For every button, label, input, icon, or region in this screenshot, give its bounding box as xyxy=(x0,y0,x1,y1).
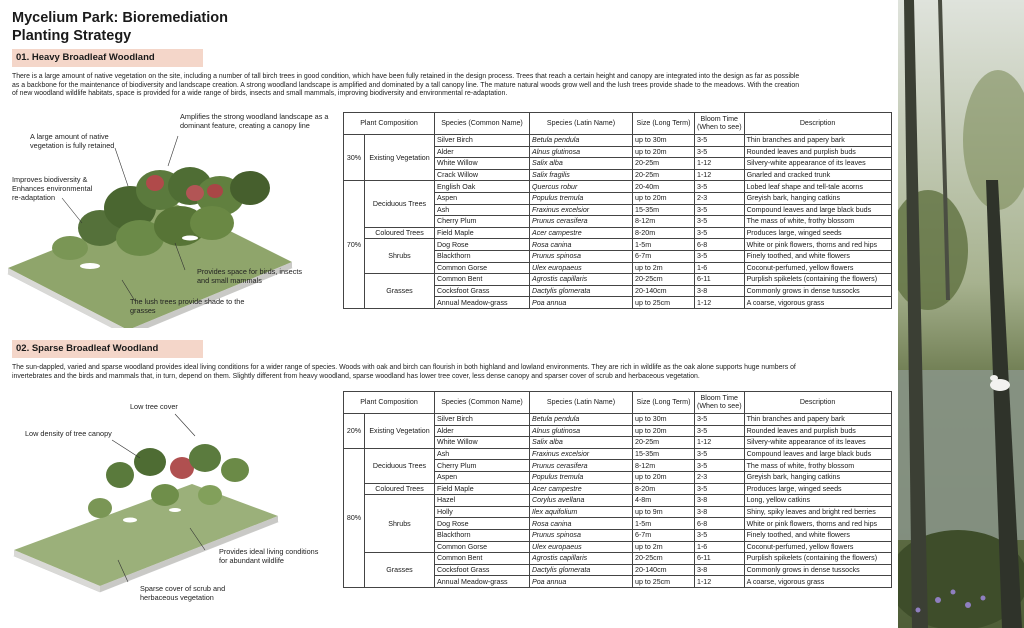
header-composition: Plant Composition xyxy=(344,113,435,135)
bloom-time: 3-5 xyxy=(695,250,745,262)
size: 8-20m xyxy=(633,227,695,239)
common-name: Hazel xyxy=(435,495,530,507)
size: up to 20m xyxy=(633,425,695,437)
latin-name: Betula pendula xyxy=(530,414,633,426)
header-bloom-line-2: (When to see) xyxy=(697,401,742,410)
common-name: White Willow xyxy=(435,158,530,170)
latin-name: Ilex aquifolium xyxy=(530,506,633,518)
callout-amplifies-line-1: Amplifies the strong woodland landscape as a xyxy=(180,112,329,121)
size: 8-12m xyxy=(633,460,695,472)
composition-percentage: 20% xyxy=(344,414,365,449)
size: 8-12m xyxy=(633,216,695,228)
section-description-heavy-woodland: There is a large amount of native vegetation on the site, including a number of tall birch trees in good condition, which have been fully retained in the design process. Trees that reach a certain height and canopy are integrated into the design as far as possible as a backbone for the maintenance of biodiversity and landscape creation. A strong woodland landscape is amplified and dominated by a tall canopy line. The mature natural woods grow well and the lush trees provide shade to the meadows. With the creation of new woodland wildlife habitats, space is provided for a wide range of birds, insects and small mammals, improving biodiversity and environmental re-adaptation. xyxy=(12,73,800,98)
common-name: Ash xyxy=(435,204,530,216)
latin-name: Prunus spinosa xyxy=(530,529,633,541)
description: Produces large, winged seeds xyxy=(744,227,891,239)
group-label: Coloured Trees xyxy=(365,483,435,495)
common-name: Dog Rose xyxy=(435,518,530,530)
callout-shade-line-1: The lush trees provide shade to the xyxy=(130,297,245,306)
bloom-time: 3-5 xyxy=(695,529,745,541)
callout-low-canopy-density: Low density of tree canopy xyxy=(25,429,112,438)
common-name: Field Maple xyxy=(435,227,530,239)
bloom-time: 6-8 xyxy=(695,518,745,530)
latin-name: Prunus spinosa xyxy=(530,250,633,262)
description: The mass of white, frothy blossom xyxy=(744,216,891,228)
bloom-time: 3-8 xyxy=(695,564,745,576)
bloom-time: 6-11 xyxy=(695,274,745,286)
header-bloom-line-1: Bloom Time xyxy=(700,394,738,402)
description: Purplish spikelets (containing the flowers) xyxy=(744,274,891,286)
header-common-name: Species (Common Name) xyxy=(435,392,530,414)
size: 20-25m xyxy=(633,437,695,449)
latin-name: Salix fragilis xyxy=(530,169,633,181)
composition-percentage: 30% xyxy=(344,135,365,181)
group-label: Deciduous Trees xyxy=(365,448,435,483)
description: A coarse, vigorous grass xyxy=(744,297,891,309)
common-name: Crack Willow xyxy=(435,169,530,181)
group-label: Coloured Trees xyxy=(365,227,435,239)
latin-name: Rosa canina xyxy=(530,239,633,251)
callout-shade-line-2: grasses xyxy=(130,305,156,315)
latin-name: Acer campestre xyxy=(530,227,633,239)
size: up to 9m xyxy=(633,506,695,518)
callout-biodiv-line-1: Improves biodiversity & xyxy=(12,175,88,184)
header-description: Description xyxy=(744,113,891,135)
description: Compound leaves and large black buds xyxy=(744,448,891,460)
latin-name: Populus tremula xyxy=(530,471,633,483)
description: Thin branches and papery bark xyxy=(744,135,891,147)
header-bloom xyxy=(695,113,745,135)
callout-sparse-scrub xyxy=(140,585,225,603)
latin-name: Poa annua xyxy=(530,297,633,309)
bloom-time: 3-8 xyxy=(695,285,745,297)
table-row xyxy=(344,135,892,147)
bloom-time: 3-5 xyxy=(695,414,745,426)
header-latin-name: Species (Latin Name) xyxy=(530,113,633,135)
callout-low-tree-cover: Low tree cover xyxy=(130,402,178,411)
latin-name: Fraxinus excelsior xyxy=(530,204,633,216)
size: 20-25m xyxy=(633,158,695,170)
section-heading-sparse-woodland: 02. Sparse Broadleaf Woodland xyxy=(12,340,203,358)
size: 20-140cm xyxy=(633,285,695,297)
description: Thin branches and papery bark xyxy=(744,414,891,426)
description: Long, yellow catkins xyxy=(744,495,891,507)
latin-name: Salix alba xyxy=(530,158,633,170)
size: 20-25m xyxy=(633,169,695,181)
description: Silvery-white appearance of its leaves xyxy=(744,158,891,170)
description: Silvery-white appearance of its leaves xyxy=(744,437,891,449)
bloom-time: 1-6 xyxy=(695,262,745,274)
common-name: Annual Meadow-grass xyxy=(435,576,530,588)
header-bloom xyxy=(695,392,745,414)
callout-amplifies-line-2: dominant feature, creating a canopy line xyxy=(180,120,310,130)
header-bloom-line-1: Bloom Time xyxy=(700,115,738,123)
description: Commonly grows in dense tussocks xyxy=(744,564,891,576)
table-header-row xyxy=(344,113,892,135)
header-composition: Plant Composition xyxy=(344,392,435,414)
size: 8-20m xyxy=(633,483,695,495)
description: Greyish bark, hanging catkins xyxy=(744,192,891,204)
common-name: Cocksfoot Grass xyxy=(435,285,530,297)
common-name: Cherry Plum xyxy=(435,216,530,228)
description: Rounded leaves and purplish buds xyxy=(744,425,891,437)
latin-name: Rosa canina xyxy=(530,518,633,530)
bloom-time: 6-11 xyxy=(695,553,745,565)
group-label: Grasses xyxy=(365,553,435,588)
section-heading-heavy-woodland: 01. Heavy Broadleaf Woodland xyxy=(12,49,203,67)
common-name: Cocksfoot Grass xyxy=(435,564,530,576)
bloom-time: 1-6 xyxy=(695,541,745,553)
table-row xyxy=(344,274,892,286)
latin-name: Prunus cerasifera xyxy=(530,460,633,472)
bloom-time: 3-5 xyxy=(695,227,745,239)
latin-name: Salix alba xyxy=(530,437,633,449)
group-label: Shrubs xyxy=(365,495,435,553)
size: 20-140cm xyxy=(633,564,695,576)
callout-ideal-line-1: Provides ideal living conditions xyxy=(219,547,319,556)
table-row xyxy=(344,181,892,193)
bloom-time: 1-12 xyxy=(695,437,745,449)
latin-name: Alnus glutinosa xyxy=(530,146,633,158)
size: up to 30m xyxy=(633,414,695,426)
common-name: Common Gorse xyxy=(435,262,530,274)
table-row xyxy=(344,553,892,565)
description: Coconut-perfumed, yellow flowers xyxy=(744,262,891,274)
description: The mass of white, frothy blossom xyxy=(744,460,891,472)
header-latin-name: Species (Latin Name) xyxy=(530,392,633,414)
callout-biodiv-line-3: re-adaptation xyxy=(12,192,56,202)
bloom-time: 3-5 xyxy=(695,146,745,158)
bloom-time: 3-5 xyxy=(695,204,745,216)
size: 20-40m xyxy=(633,181,695,193)
common-name: Holly xyxy=(435,506,530,518)
description: Finely toothed, and white flowers xyxy=(744,529,891,541)
latin-name: Dactylis glomerata xyxy=(530,564,633,576)
latin-name: Agrostis capillaris xyxy=(530,274,633,286)
callout-space-line-1: Provides space for birds, insects xyxy=(197,267,303,276)
common-name: Alder xyxy=(435,425,530,437)
size: 15-35m xyxy=(633,204,695,216)
bloom-time: 3-5 xyxy=(695,483,745,495)
common-name: Common Bent xyxy=(435,274,530,286)
latin-name: Corylus avellana xyxy=(530,495,633,507)
composition-percentage: 80% xyxy=(344,448,365,587)
description: Shiny, spiky leaves and bright red berries xyxy=(744,506,891,518)
bloom-time: 2-3 xyxy=(695,192,745,204)
callout-biodiv-line-2: Enhances environmental xyxy=(12,183,93,193)
header-bloom-line-2: (When to see) xyxy=(697,122,742,131)
latin-name: Acer campestre xyxy=(530,483,633,495)
description: Purplish spikelets (containing the flowers) xyxy=(744,553,891,565)
table-row xyxy=(344,227,892,239)
common-name: Silver Birch xyxy=(435,414,530,426)
common-name: Field Maple xyxy=(435,483,530,495)
bloom-time: 1-12 xyxy=(695,169,745,181)
size: 20-25cm xyxy=(633,274,695,286)
callout-native-vegetation xyxy=(30,133,114,151)
header-size: Size (Long Term) xyxy=(633,392,695,414)
size: up to 25cm xyxy=(633,576,695,588)
size: 15-35m xyxy=(633,448,695,460)
size: 1-5m xyxy=(633,239,695,251)
latin-name: Ulex europaeus xyxy=(530,262,633,274)
section-description-sparse-woodland: The sun-dappled, varied and sparse woodland provides ideal living conditions for a wider range of species. Woods with oak and birch can flourish in both highland and lowland environments. They are rich in wildlife as the oak alone supports huge numbers of invertebrates and the birds and mammals that, in turn, depend on them. Slightly different from heavy woodland, sparse woodland has lower tree cover, less dense canopy and sparser cover of scrub and herbaceous vegetation. xyxy=(12,364,796,380)
size: 20-25cm xyxy=(633,553,695,565)
composition-percentage: 70% xyxy=(344,181,365,309)
woodland-pond-photo xyxy=(898,0,1024,628)
size: 1-5m xyxy=(633,518,695,530)
latin-name: Fraxinus excelsior xyxy=(530,448,633,460)
group-label: Shrubs xyxy=(365,239,435,274)
planting-table-heavy-woodland xyxy=(343,112,892,309)
common-name: Annual Meadow-grass xyxy=(435,297,530,309)
common-name: Cherry Plum xyxy=(435,460,530,472)
callout-scrub-line-2: herbaceous vegetation xyxy=(140,592,214,602)
title-line-2: Planting Strategy xyxy=(12,28,132,44)
common-name: Aspen xyxy=(435,192,530,204)
common-name: Common Bent xyxy=(435,553,530,565)
header-size: Size (Long Term) xyxy=(633,113,695,135)
table-row xyxy=(344,414,892,426)
group-label: Grasses xyxy=(365,274,435,309)
common-name: Aspen xyxy=(435,471,530,483)
callout-native-line-2: vegetation is fully retained xyxy=(30,140,115,150)
common-name: Blackthorn xyxy=(435,529,530,541)
bloom-time: 3-8 xyxy=(695,495,745,507)
latin-name: Betula pendula xyxy=(530,135,633,147)
table-row xyxy=(344,239,892,251)
latin-name: Agrostis capillaris xyxy=(530,553,633,565)
bloom-time: 3-8 xyxy=(695,506,745,518)
latin-name: Populus tremula xyxy=(530,192,633,204)
callout-biodiversity xyxy=(12,176,92,202)
common-name: Silver Birch xyxy=(435,135,530,147)
description: Commonly grows in dense tussocks xyxy=(744,285,891,297)
group-label: Existing Vegetation xyxy=(365,135,435,181)
common-name: Blackthorn xyxy=(435,250,530,262)
size: up to 20m xyxy=(633,146,695,158)
table-header-row xyxy=(344,392,892,414)
bloom-time: 1-12 xyxy=(695,576,745,588)
header-description: Description xyxy=(744,392,891,414)
bloom-time: 1-12 xyxy=(695,297,745,309)
description: A coarse, vigorous grass xyxy=(744,576,891,588)
size: up to 20m xyxy=(633,192,695,204)
description: White or pink flowers, thorns and red hips xyxy=(744,239,891,251)
table-row xyxy=(344,495,892,507)
description: Rounded leaves and purplish buds xyxy=(744,146,891,158)
callout-ideal-conditions xyxy=(219,548,318,566)
callout-shade xyxy=(130,298,244,316)
bloom-time: 6-8 xyxy=(695,239,745,251)
callout-ideal-line-2: for abundant wildlife xyxy=(219,555,284,565)
bloom-time: 3-5 xyxy=(695,181,745,193)
latin-name: Poa annua xyxy=(530,576,633,588)
common-name: White Willow xyxy=(435,437,530,449)
description: Coconut-perfumed, yellow flowers xyxy=(744,541,891,553)
description: Produces large, winged seeds xyxy=(744,483,891,495)
group-label: Deciduous Trees xyxy=(365,181,435,227)
description: Lobed leaf shape and tell-tale acorns xyxy=(744,181,891,193)
table-row xyxy=(344,448,892,460)
common-name: English Oak xyxy=(435,181,530,193)
description: Gnarled and cracked trunk xyxy=(744,169,891,181)
callout-space-for-wildlife xyxy=(197,268,302,286)
common-name: Common Gorse xyxy=(435,541,530,553)
callout-amplifies xyxy=(180,113,328,131)
common-name: Alder xyxy=(435,146,530,158)
size: 6-7m xyxy=(633,529,695,541)
bloom-time: 3-5 xyxy=(695,460,745,472)
callout-scrub-line-1: Sparse cover of scrub and xyxy=(140,584,226,593)
latin-name: Quercus robur xyxy=(530,181,633,193)
size: up to 2m xyxy=(633,262,695,274)
latin-name: Ulex europaeus xyxy=(530,541,633,553)
size: 6-7m xyxy=(633,250,695,262)
planting-table-sparse-woodland xyxy=(343,391,892,588)
description: Greyish bark, hanging catkins xyxy=(744,471,891,483)
page-title xyxy=(12,9,228,45)
bloom-time: 3-5 xyxy=(695,135,745,147)
callout-native-line-1: A large amount of native xyxy=(30,132,109,141)
common-name: Ash xyxy=(435,448,530,460)
size: up to 20m xyxy=(633,471,695,483)
title-line-1: Mycelium Park: Bioremediation xyxy=(12,10,228,26)
bloom-time: 2-3 xyxy=(695,471,745,483)
common-name: Dog Rose xyxy=(435,239,530,251)
latin-name: Prunus cerasifera xyxy=(530,216,633,228)
latin-name: Dactylis glomerata xyxy=(530,285,633,297)
latin-name: Alnus glutinosa xyxy=(530,425,633,437)
bloom-time: 3-5 xyxy=(695,216,745,228)
bloom-time: 3-5 xyxy=(695,425,745,437)
group-label: Existing Vegetation xyxy=(365,414,435,449)
size: up to 25cm xyxy=(633,297,695,309)
table-row xyxy=(344,483,892,495)
size: up to 2m xyxy=(633,541,695,553)
size: 4-8m xyxy=(633,495,695,507)
description: White or pink flowers, thorns and red hips xyxy=(744,518,891,530)
description: Compound leaves and large black buds xyxy=(744,204,891,216)
bloom-time: 3-5 xyxy=(695,448,745,460)
description: Finely toothed, and white flowers xyxy=(744,250,891,262)
size: up to 30m xyxy=(633,135,695,147)
callout-space-line-2: and small mammals xyxy=(197,275,262,285)
header-common-name: Species (Common Name) xyxy=(435,113,530,135)
bloom-time: 1-12 xyxy=(695,158,745,170)
